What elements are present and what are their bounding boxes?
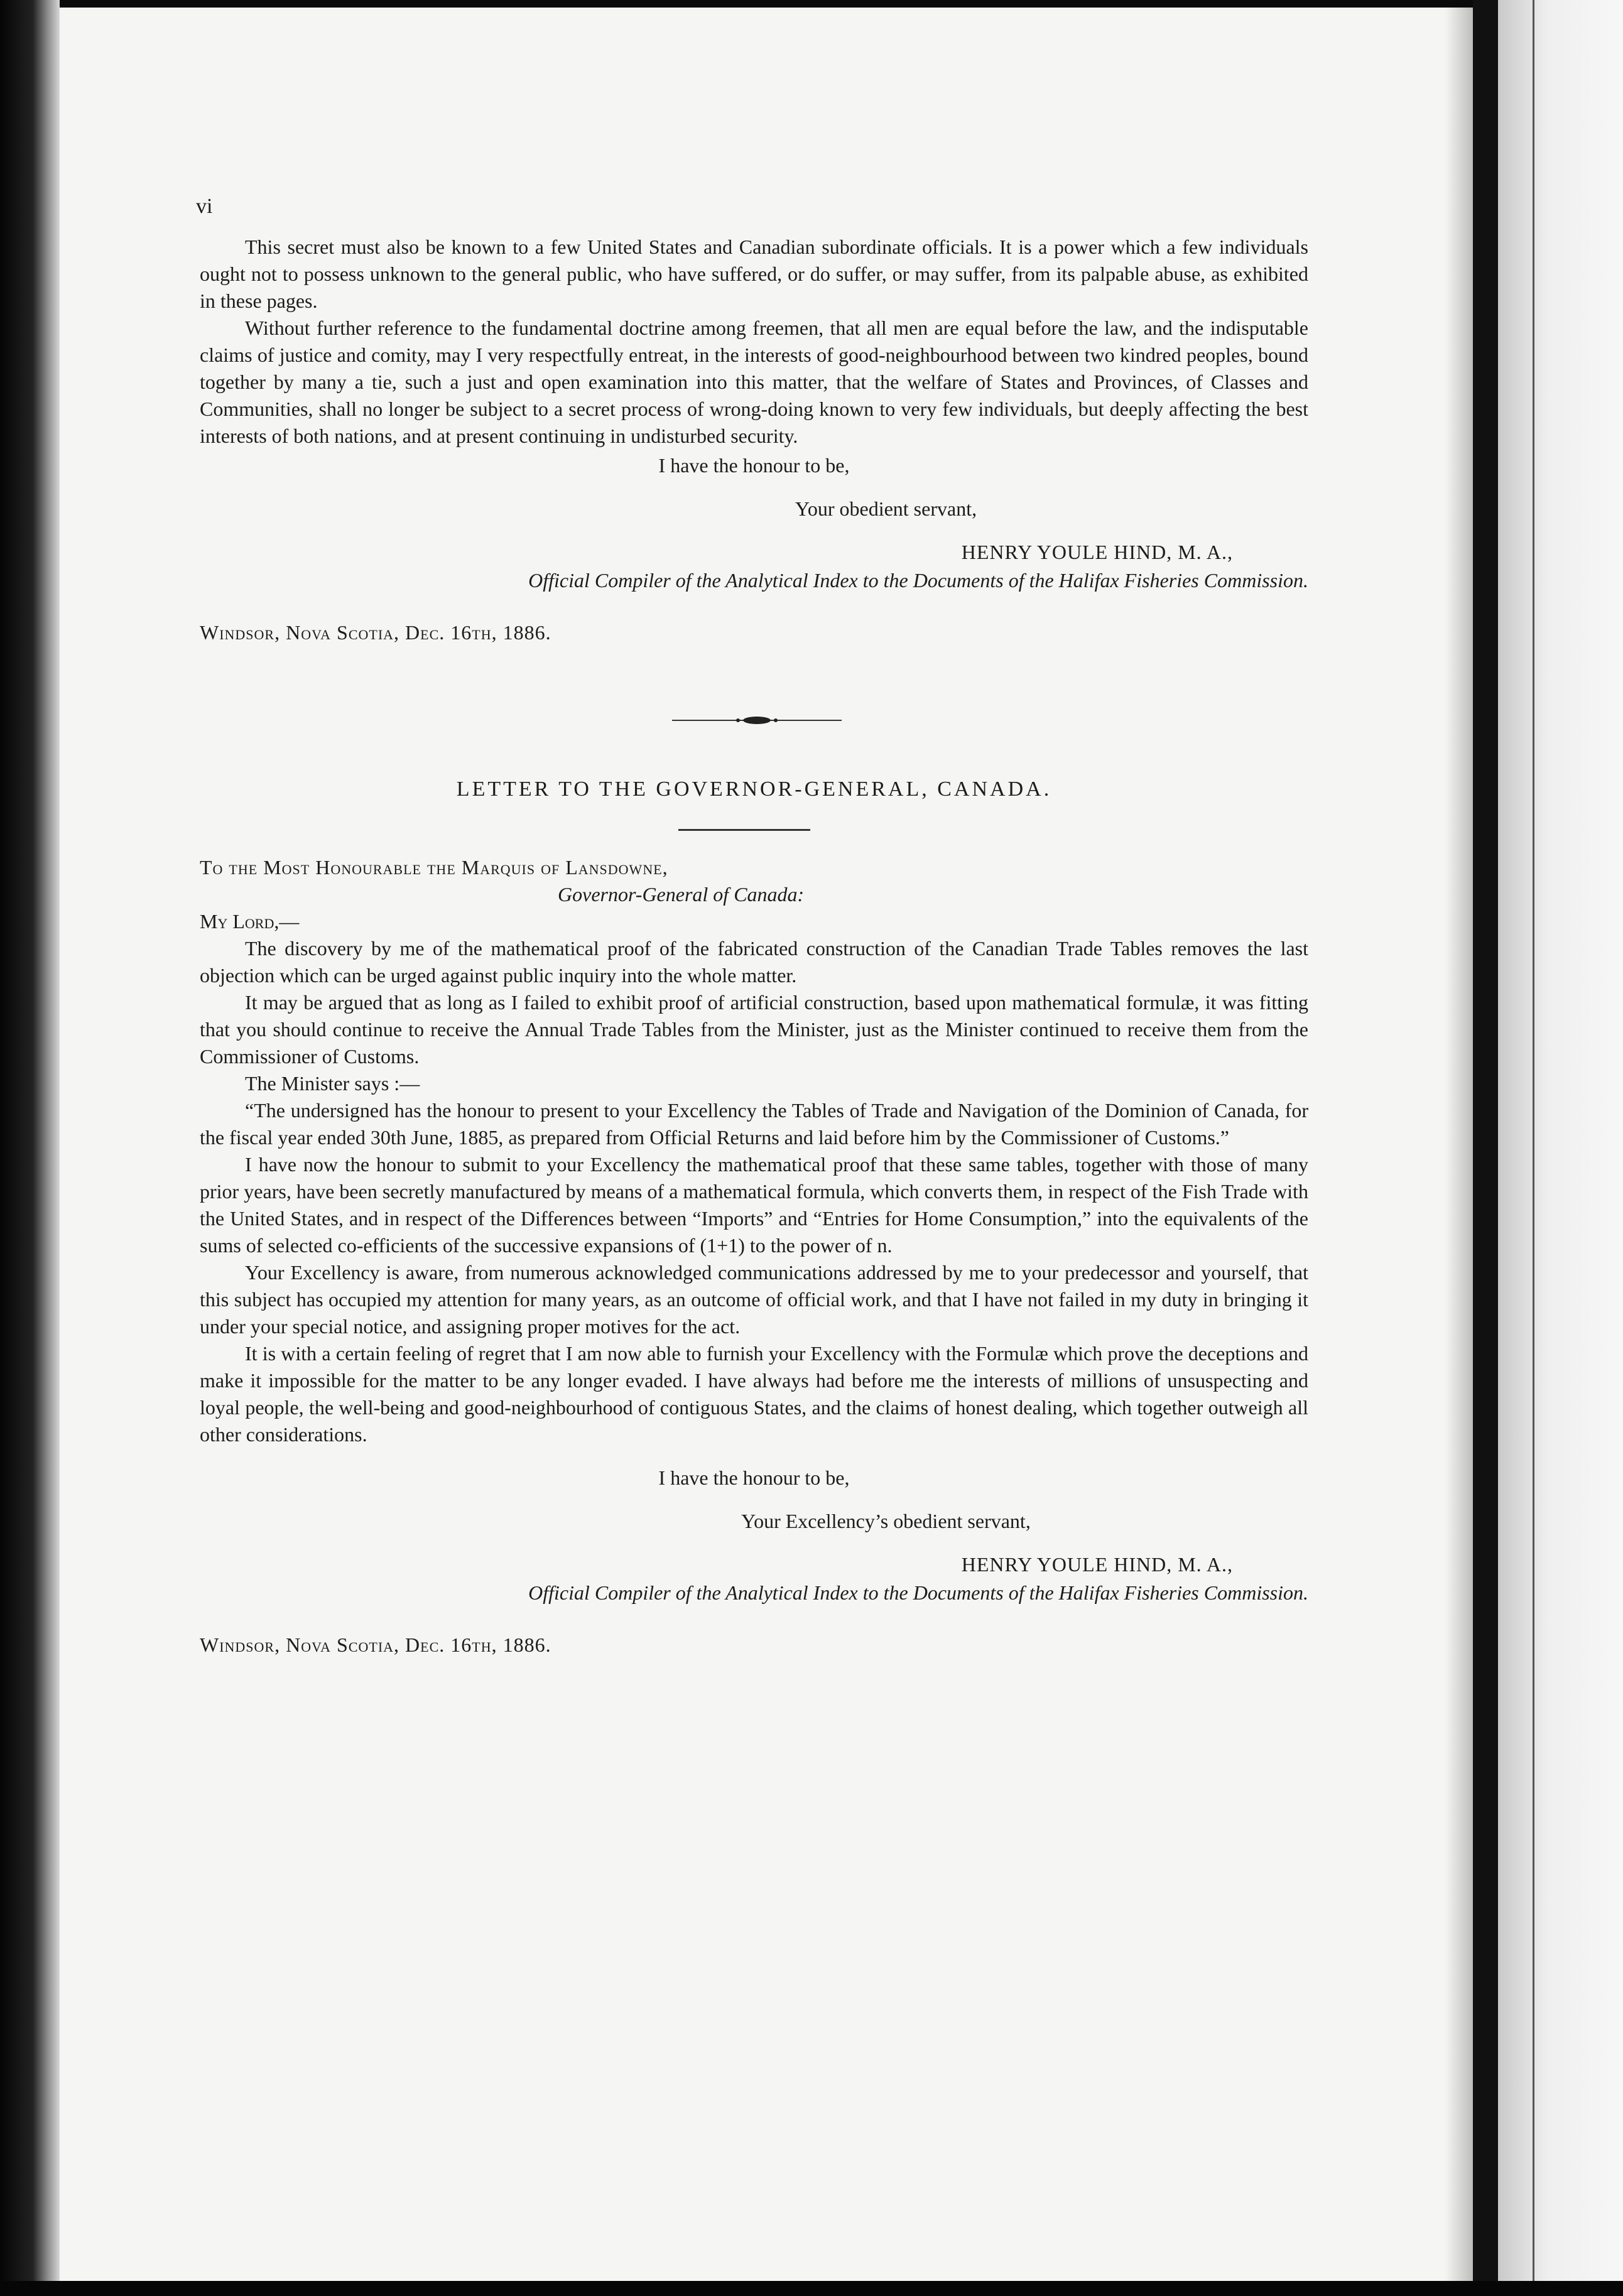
signature-name: HENRY YOULE HIND, M. A., bbox=[961, 1553, 1233, 1576]
adjacent-page bbox=[1498, 0, 1623, 2296]
signature-title: Official Compiler of the Analytical Index to the Documents of the Halifax Fisheries Commission. bbox=[528, 569, 1308, 592]
closing-line: Your Excellency’s obedient servant, bbox=[741, 1510, 1031, 1532]
addressee: To the Most Honourable the Marquis of Lansdowne, bbox=[200, 856, 668, 879]
paragraph: The Minister says :— bbox=[245, 1072, 420, 1095]
place-date: Windsor, Nova Scotia, Dec. 16th, 1886. bbox=[200, 621, 551, 644]
paragraph: It may be argued that as long as I failed to exhibit proof of artificial construction, based upon mathematical formulæ, it was fitting that you should continue to receive the Annual Trade Tables from the Minister, just as the Minister continued to receive them from the Commissioner of Customs. bbox=[200, 991, 1308, 1068]
addressee-title: Governor-General of Canada: bbox=[558, 883, 805, 906]
letter-section bbox=[200, 854, 1308, 1659]
closing-line: I have the honour to be, bbox=[658, 454, 850, 477]
page-number: vi bbox=[196, 195, 213, 218]
signature-name: HENRY YOULE HIND, M. A., bbox=[961, 541, 1233, 563]
top-section bbox=[200, 234, 1308, 646]
salutation: My Lord,— bbox=[200, 910, 300, 933]
heading-rule bbox=[678, 829, 810, 831]
paragraph: Without further reference to the fundamental doctrine among freemen, that all men are equal before the law, and the indisputable claims of justice and comity, may I very respectfully entreat, in the interests of good-neighbourhood between two kindred peoples, bound together by many a tie, such a just and open examination into this matter, that the welfare of States and Provinces, of Classes and Communities, shall no longer be subject to a secret process of wrong-doing known to very few individuals, but deeply affecting the best interests of both nations, and at present continuing in undisturbed security. bbox=[200, 317, 1308, 447]
letter-heading: LETTER TO THE GOVERNOR-GENERAL, CANADA. bbox=[456, 777, 1052, 801]
paragraph: I have now the honour to submit to your Excellency the mathematical proof that these same tables, together with those of many prior years, have been secretly manufactured by means of a mathematical formula, which converts them, in respect of the Fish Trade with the United States, and in respect of the Differences between “Imports” and “Entries for Home Consumption,” into the equivalents of the sums of selected co-efficients of the successive expansions of (1+1) to the power of n. bbox=[200, 1153, 1308, 1257]
paragraph: This secret must also be known to a few United States and Canadian subordinate officials. It is a power which a few individuals ought not to possess unknown to the general public, who have suffered, or do suffer, or may suffer, from its palpable abuse, as exhibited in these pages. bbox=[200, 236, 1308, 312]
ornament-divider bbox=[672, 713, 842, 727]
place-date: Windsor, Nova Scotia, Dec. 16th, 1886. bbox=[200, 1633, 551, 1656]
adjacent-page-edge bbox=[1533, 0, 1534, 2296]
closing-line: Your obedient servant, bbox=[795, 497, 977, 520]
paragraph: “The undersigned has the honour to present to your Excellency the Tables of Trade and Navigation of the Dominion of Canada, for the fiscal year ended 30th June, 1885, as prepared from Official Returns and laid before him by the Commissioner of Customs.” bbox=[200, 1099, 1308, 1149]
scan-left-edge bbox=[0, 0, 60, 2296]
closing-line: I have the honour to be, bbox=[658, 1466, 850, 1489]
signature-title: Official Compiler of the Analytical Index to the Documents of the Halifax Fisheries Commission. bbox=[528, 1581, 1308, 1604]
paragraph: The discovery by me of the mathematical proof of the fabricated construction of the Canadian Trade Tables removes the last objection which can be urged against public inquiry into the whole matter. bbox=[200, 937, 1308, 987]
book-gutter bbox=[1473, 0, 1498, 2296]
paragraph: Your Excellency is aware, from numerous acknowledged communications addressed by me to your predecessor and yourself, that this subject has occupied my attention for many years, as an outcome of official work, and that I have not failed in my duty in bringing it under your special notice, and assigning proper motives for the act. bbox=[200, 1261, 1308, 1338]
scan-bottom-edge bbox=[0, 2281, 1623, 2296]
page-shadow bbox=[1445, 8, 1476, 2281]
paragraph: It is with a certain feeling of regret that I am now able to furnish your Excellency with the Formulæ which prove the deceptions and make it impossible for the matter to be any longer evaded. I have always had before me the interests of millions of unsuspecting and loyal people, the well-being and good-neighbourhood of contiguous States, and the claims of honest dealing, which together outweigh all other considerations. bbox=[200, 1342, 1308, 1446]
